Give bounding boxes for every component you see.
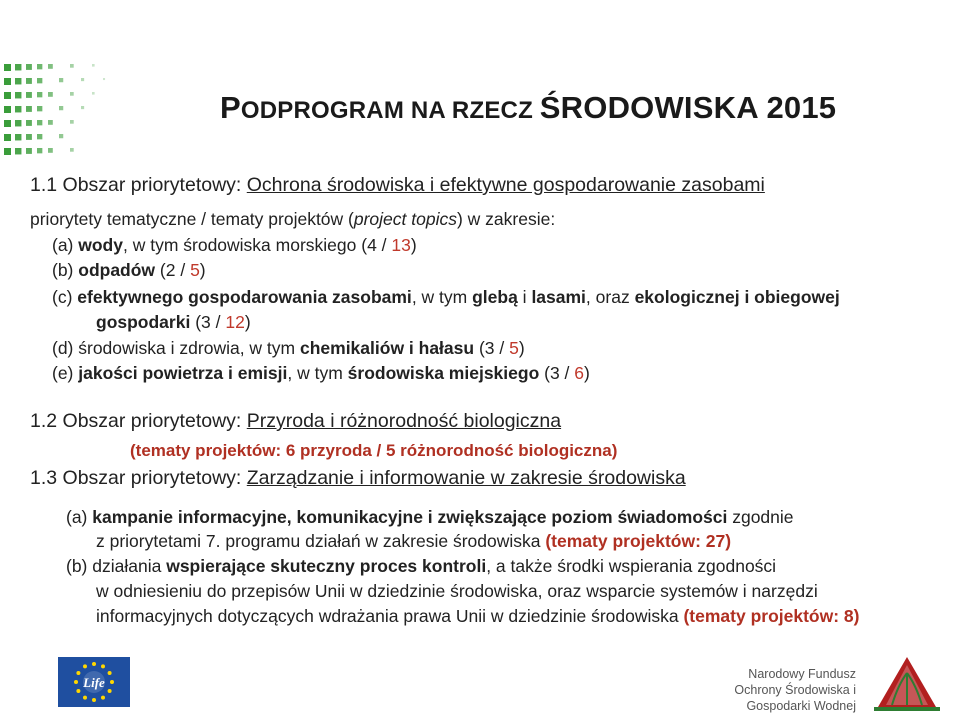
decorative-dot-pattern (0, 60, 120, 170)
list-item-e-air: (e) jakości powietrza i emisji, w tym środowiska miejskiego (3 / 6) (52, 363, 590, 383)
list-item-3a-campaigns: (a) kampanie informacyjne, komunikacyjne i zwiększające poziom świadomości zgodnie (66, 507, 794, 527)
intro-line: priorytety tematyczne / tematy projektów (project topics) w zakresie: (30, 209, 556, 229)
list-item-3a-continuation: z priorytetami 7. programu działań w zakresie środowiska (tematy projektów: 27) (96, 531, 732, 551)
list-item-3b-control: (b) działania wspierające skuteczny proces kontroli, a także środki wspierania zgodności (66, 556, 777, 576)
list-item-d-health: (d) środowiska i zdrowia, w tym chemikaliów i hałasu (3 / 5) (52, 338, 525, 358)
svg-text:Life: Life (83, 675, 105, 690)
list-item-c-continuation: gospodarki (3 / 12) (96, 312, 251, 332)
list-item-c-resources: (c) efektywnego gospodarowania zasobami, w tym glebą i lasami, oraz ekologicznej i obiegowej (52, 287, 840, 307)
nfosigw-name: Narodowy Fundusz Ochrony Środowiska i Gospodarki Wodnej (734, 667, 856, 713)
list-item-a-water: (a) wody, w tym środowiska morskiego (4 / 13) (52, 235, 417, 255)
section-1-2-topics: (tematy projektów: 6 przyroda / 5 różnorodność biologiczna) (130, 441, 618, 460)
section-1-2-heading: 1.2 Obszar priorytetowy: Przyroda i różnorodność biologiczna (30, 410, 562, 432)
list-item-3b-continuation-2: informacyjnych dotyczących wdrażania prawa Unii w dziedzinie środowiska (tematy projektów: 8) (96, 606, 860, 626)
section-1-3-heading: 1.3 Obszar priorytetowy: Zarządzanie i informowanie w zakresie środowiska (30, 467, 686, 489)
page-title: PODPROGRAM NA RZECZ ŚRODOWISKA 2015 (220, 90, 837, 125)
eu-life-logo (58, 657, 130, 707)
section-1-1-heading: 1.1 Obszar priorytetowy: Ochrona środowiska i efektywne gospodarowanie zasobami (30, 174, 765, 196)
list-item-b-waste: (b) odpadów (2 / 5) (52, 260, 206, 280)
nfosigw-logo (868, 655, 946, 713)
list-item-3b-continuation-1: w odniesieniu do przepisów Unii w dziedzinie środowiska, oraz wsparcie systemów i narzędzi (96, 581, 818, 601)
